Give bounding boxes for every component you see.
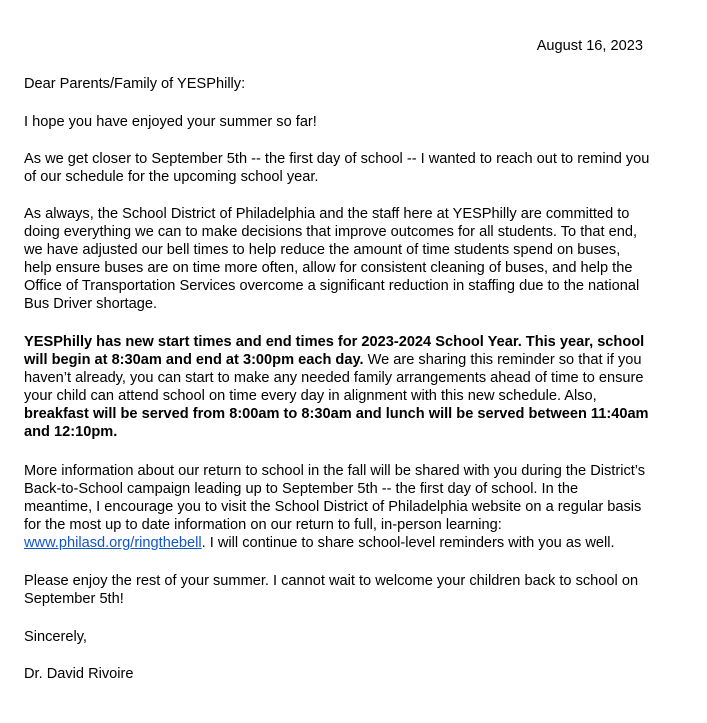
closing: Sincerely, [24,629,87,645]
ringthebell-link[interactable]: www.philasd.org/ringthebell [24,535,202,551]
paragraph-5-text-end: . I will continue to share school-level reminders with you as well. [201,535,615,551]
paragraph-2: As we get closer to September 5th -- the first day of school -- I wanted to reach out to remind you of our schedule for the upcoming school year. [24,151,650,185]
paragraph-4 [24,333,650,441]
paragraph-3: As always, the School District of Philadelphia and the staff here at YESPhilly are committed to doing everything we can to make decisions that improve outcomes for all students. To that end, we have adjusted our bell times to help reduce the amount of time students spend on buses, help ensure buses are on time more often, allow for consistent cleaning of buses, and help the Office of Transportation Services overcome a significant reduction in staffing due to the national Bus Driver shortage. [24,206,640,312]
salutation: Dear Parents/Family of YESPhilly: [24,76,246,92]
meal-times-notice: breakfast will be served from 8:00am to 8:30am and lunch will be served between 11:40am and 12:10pm. [24,406,649,440]
paragraph-5-text: More information about our return to school in the fall will be shared with you during the District’s Back-to-School campaign leading up to September 5th -- the first day of school. In the meantime, I encourage you to visit the School District of Philadelphia website on a regular basis for the most up to date information on our return to full, in-person learning: [24,463,646,533]
signature: Dr. David Rivoire [24,666,134,682]
letter-date: August 16, 2023 [536,38,643,54]
new-times-notice: YESPhilly has new start times and end times for 2023-2024 School Year. This year, school will begin at 8:30am and end at 3:00pm each day. [24,334,645,368]
paragraph-5 [24,462,650,552]
paragraph-1: I hope you have enjoyed your summer so far! [24,114,317,130]
paragraph-4-text: We are sharing this reminder so that if you haven’t already, you can start to make any needed family arrangements ahead of time to ensure your child can attend school on time every day in alignment with this new schedule. Also, [24,352,644,404]
paragraph-6: Please enjoy the rest of your summer. I cannot wait to welcome your children back to school on September 5th! [24,573,639,607]
